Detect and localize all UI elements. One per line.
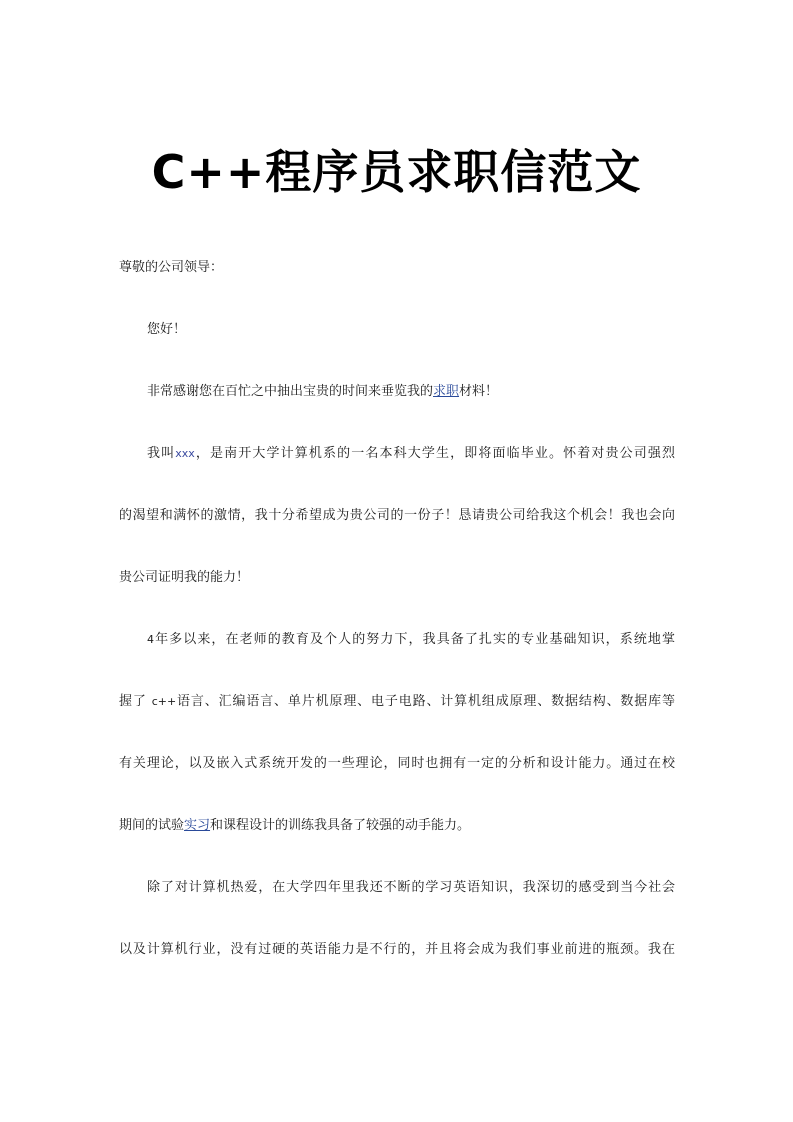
paragraph-intro-line-3: 贵公司证明我的能力！ [119,570,250,585]
paragraph-text: 非常感谢您在百忙之中抽出宝贵的时间来垂览我的 [147,384,434,399]
years-number: 4 [147,633,154,646]
paragraph-thanks [119,361,675,423]
paragraph-skills-line-3: 有关理论，以及嵌入式系统开发的一些理论，同时也拥有一定的分析和设计能力。通过在校 [119,756,675,771]
paragraph-english-line-1: 除了对计算机热爱，在大学四年里我还不断的学习英语知识，我深切的感受到当今社会 [147,880,675,895]
paragraph-text: 语言、汇编语言、单片机原理、电子电路、计算机组成原理、数据结构、数据库等 [176,694,675,709]
paragraph-skills-line-2 [119,671,675,733]
paragraph-skills-line-1 [119,609,675,671]
paragraph-intro-line-1 [119,423,675,485]
paragraph-skills-line-4 [119,795,675,857]
paragraph-text: 年多以来，在老师的教育及个人的努力下，我具备了扎实的专业基础知识，系统地掌 [154,632,675,647]
paragraph-text: 握了 [119,694,147,709]
paragraph-text: 材料！ [459,384,499,399]
paragraph-text: 和课程设计的训练我具备了较强的动手能力。 [210,818,471,833]
salutation: 尊敬的公司领导： [119,260,224,275]
letter-body [119,237,675,981]
paragraph-text: 我叫 [147,446,176,461]
paragraph-text: ，是南开大学计算机系的一名本科大学生，即将面临毕业。怀着对贵公司强烈 [194,446,675,461]
job-seeking-link[interactable]: 求职 [433,384,460,399]
paragraph-english-line-2: 以及计算机行业，没有过硬的英语能力是不行的，并且将会成为我们事业前进的瓶颈。我在 [119,942,675,957]
page-title: C++程序员求职信范文 [151,145,642,199]
paragraph-text: 期间的试验 [119,818,185,833]
language-name: c++ [151,695,177,708]
applicant-name: xxx [175,447,195,460]
internship-link[interactable]: 实习 [184,818,211,833]
paragraph-intro-line-2: 的渴望和满怀的激情，我十分希望成为贵公司的一份子！恳请贵公司给我这个机会！我也会向 [119,508,675,523]
greeting: 您好！ [147,322,187,337]
